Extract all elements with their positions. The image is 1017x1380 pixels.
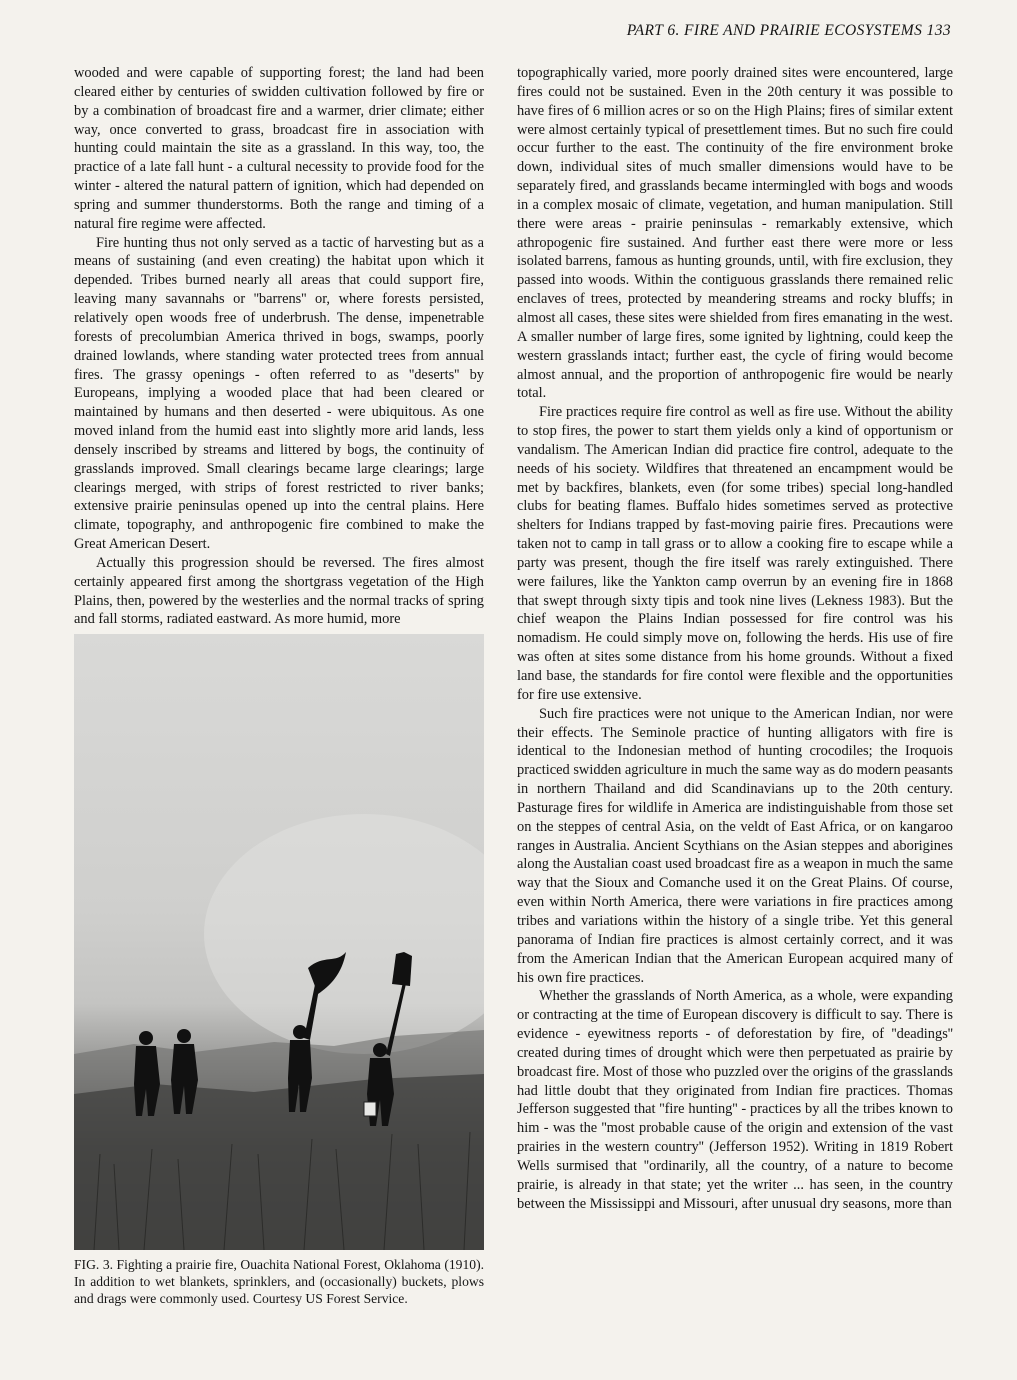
photo-illustration: [74, 634, 484, 1250]
right-column: [517, 64, 953, 1213]
paragraph: Whether the grasslands of North America, as a whole, were expanding or contracting at the time of European discovery is difficult to say. There is evidence - eyewitness reports - of deforestation by fire, of ''deadings'' created during times of drought which were then perpetuated as prairie by broadcast fire. Most of those who puzzled over the origins of the grasslands had little doubt that they originated from Indian fire practices. Thomas Jefferson suggested that ''fire hunting'' - practices by all the tribes known to him - was the ''most probable cause of the origin and extension of the vast prairies in the western country'' (Jefferson 1952). Writing in 1819 Robert Wells surmised that ''ordinarily, all the country, of a nature to become prairie, is already in that state; yet the writer ... has seen, in the country between the Mississippi and Missouri, after unusual dry seasons, more than: [517, 988, 954, 1212]
paragraph: Such fire practices were not unique to the American Indian, nor were their effects. The Seminole practice of hunting alligators with fire is identical to the Indonesian method of hunting crocodiles; the Iroquois practiced swidden agriculture in much the same way as do modern peasants in northern Thailand and did Scandinavians up to the 20th century. Pasturage fires for wildlife in America are indistinguishable from those set on the steppes of central Asia, on the veldt of East Africa, or on kangaroo ranges in Australia. Ancient Scythians on the Asian steppes and aborigines along the Austalian coast used broadcast fire as a weapon in much the same way that the Sioux and Comanche used it on the Great Plains. Of course, even within North America, there were variations in fire practices among tribes and variations within the history of a single tribe. Yet this general panorama of Indian fire practices is almost certainly correct, and it was from the American Indian that the American European acquired many of his own fire practices.: [517, 705, 953, 986]
figure-caption: FIG. 3. Fighting a prairie fire, Ouachita National Forest, Oklahoma (1910). In addition to wet blankets, sprinklers, and (occasionally) buckets, plows and drags were commonly used. Courtesy US Forest Service.: [74, 1257, 484, 1306]
paragraph: topographically varied, more poorly drained sites were encountered, large fires could not be sustained. Even in the 20th century it was possible to have fires of 6 million acres or so on the High Plains; fires of similar extent were almost certainly typical of presettlement times. But no such fire could occur further to the east. The continuity of the fire environment broke down, individual sites of much smaller dimensions would have to be separately fired, and grasslands became intermingled with bogs and woods in a complex mosaic of climate, vegetation, and human manipulation. Still there were areas - prairie peninsulas - remarkably extensive, which athropogenic fire sustained. And further east there were more or less isolated barrens, famous as hunting grounds, until, with fire exclusion, they passed into woods. Within the contiguous grasslands there remained relic enclaves of trees, protected by meandering streams and rocky bluffs; in almost all cases, these sites were shielded from fires emanating in the west. A smaller number of large fires, some ignited by lightning, could keep the western grasslands intact; further east, the cycle of firing would become almost annual, and the proportion of anthropogenic fire would be nearly total.: [517, 65, 953, 402]
photo-prairie-fire: [74, 634, 484, 1250]
figure-3: [74, 634, 484, 1307]
paragraph: Fire practices require fire control as well as fire use. Without the ability to stop fires, the power to start them yields only a kind of opportunism or vandalism. The American Indian did practice fire control, adequate to the needs of his society. Wildfires that threatened an encampment would be met by backfires, blankets, even (for some tribes) special long-handled clubs for beating flames. Buffalo hides sometimes served as protective shelters for Indians trapped by fast-moving pairie fires. Precautions were taken not to camp in tall grass or to allow a cooking fire to escape while a party was present, though the fire itself was rarely extinguished. There were failures, like the Yankton camp overrun by an evening fire in 1868 that swept through sixty tipis and took nine lives (Lekness 1983). But the chief weapon the Plains Indian possessed for fire control was his nomadism. He could simply move on, following the herds. His use of fire was often at sites some distance from his home grounds. Without a fixed land base, the standards for fire contol were flexible and the opportunities for fire use extensive.: [517, 404, 953, 703]
left-column: [74, 64, 484, 629]
running-header: PART 6. FIRE AND PRAIRIE ECOSYSTEMS 133: [626, 22, 951, 39]
paragraph: Actually this progression should be reversed. The fires almost certainly appeared first among the shortgrass vegetation of the High Plains, then, powered by the westerlies and the normal tracks of spring and fall storms, radiated eastward. As more humid, more: [74, 554, 484, 628]
paragraph: Fire hunting thus not only served as a tactic of harvesting but as a means of sustaining (and even creating) the habitat upon which it depended. Tribes burned nearly all areas that could support fire, leaving many savannahs or ''barrens'' or, where forests persisted, relatively open woods free of underbrush. The dense, impenetrable forests of precolumbian America thrived in bogs, swamps, poorly drained lowlands, where standing water protected trees from annual fires. The grassy openings - often referred to as ''deserts'' by Europeans, implying a wooded place that had been cleared or maintained by humans and then deserted - were ubiquitous. As one moved inland from the humid east into slightly more arid lands, less densely inscribed by streams and littered by bogs, the continuity of grasslands improved. Small clearings became large clearings; large clearings merged, with strips of forest restricted to river banks; extensive prairie peninsulas opened up into the central plains. Here climate, topography, and anthropogenic fire combined to make the Great American Desert.: [74, 234, 484, 553]
bucket-icon: [364, 1102, 376, 1116]
paragraph: wooded and were capable of supporting forest; the land had been cleared either by centuries of swidden cultivation followed by fire or by a combination of broadcast fire and a warmer, drier climate; either way, once converted to grass, broadcast fire in association with hunting could maintain the site as a grassland. In this way, too, the practice of a late fall hunt - a cultural necessity to provide food for the winter - altered the natural pattern of ignition, which had depended on spring and summer thunderstorms. Both the range and timing of a natural fire regime were affected.: [74, 65, 484, 232]
